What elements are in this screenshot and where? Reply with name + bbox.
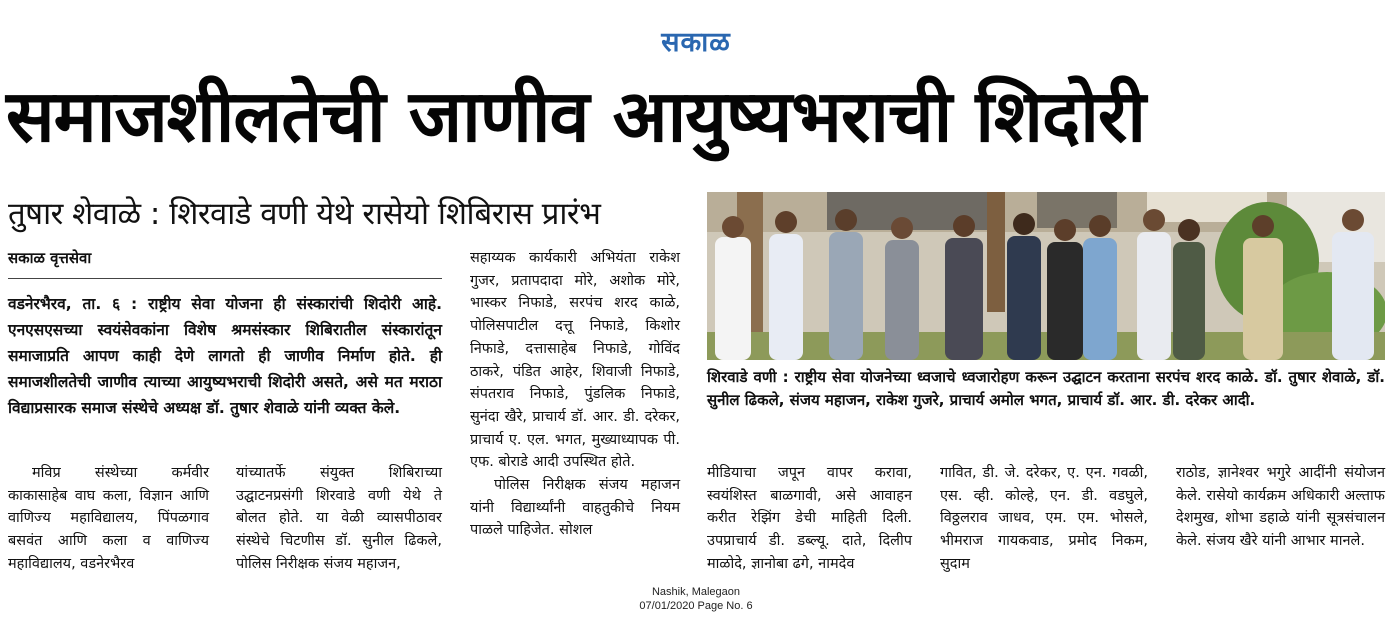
page-footer xyxy=(0,585,1392,613)
column-text: मीडियाचा जपून वापर करावा, स्वयंशिस्त बाळगावी, असे आवाहन करीत रेझिंग डेची माहिती दिली. उपप्राचार्य डी. डब्ल्यू. दाते, दिलीप माळोदे, ज्ञानोबा ढगे, नामदेव xyxy=(707,465,912,572)
article-column-3 xyxy=(470,247,680,542)
event-photo-illustration xyxy=(707,192,1385,360)
article-column-1 xyxy=(8,462,209,576)
column-text: पोलिस निरीक्षक संजय महाजन यांनी विद्यार्थ्यांनी वाहतुकीचे नियम पाळले पाहिजेत. सोशल xyxy=(470,477,680,539)
event-photo xyxy=(707,192,1385,360)
byline: सकाळ वृत्तसेवा xyxy=(8,249,92,267)
article-column-2 xyxy=(236,462,442,576)
lead-paragraph: वडनेरभैरव, ता. ६ : राष्ट्रीय सेवा योजना ही संस्कारांची शिदोरी आहे. एनएसएसच्या स्वयंसेवकांना विशेष श्रमसंस्कार शिबिरातील संस्कारांतून समाजाप्रति आपण काही देणे लागतो ही जाणीव निर्माण होते. ही समाजशीलतेची जाणीव त्याच्या आयुष्यभराची शिदोरी असते, असे मत मराठा विद्याप्रसारक समाज संस्थेचे अध्यक्ष डॉ. तुषार शेवाळे यांनी व्यक्त केले. xyxy=(8,295,442,417)
article-column-5 xyxy=(940,462,1148,576)
column-text: मविप्र संस्थेच्या कर्मवीर काकासाहेब वाघ कला, विज्ञान आणि वाणिज्य महाविद्यालय, पिंपळगाव बसवंत आणि कला व वाणिज्य महाविद्यालय, वडनेरभैरव xyxy=(8,465,209,572)
byline-divider xyxy=(8,278,442,279)
headline: समाजशीलतेची जाणीव आयुष्यभराची शिदोरी xyxy=(6,74,1145,158)
column-text: गावित, डी. जे. दरेकर, ए. एन. गवळी, एस. व्ही. कोल्हे, एन. डी. वडघुले, विठ्ठलराव जाधव, एम. एम. भोसले, भीमराज गायकवाड, प्रमोद निकम, सुदाम xyxy=(940,465,1148,572)
column-text: सहाय्यक कार्यकारी अभियंता राकेश गुजर, प्रतापदादा मोरे, अशोक मोरे, भास्कर निफाडे, सरपंच शरद काळे, पोलिसपाटील दत्तू निफाडे, किशोर निफाडे, दत्तासाहेब निफाडे, गोविंद ठाकरे, पंडित आहेर, शिवाजी निफाडे, संपतराव निफाडे, पुंडलिक निफाडे, सुनंदा खैरे, प्राचार्य डॉ. आर. डी. दरेकर, प्राचार्य ए. एल. भगत, मुख्याध्यापक पी. एफ. बोराडे आदी उपस्थित होते. xyxy=(470,250,680,471)
footer-edition: Nashik, Malegaon xyxy=(651,586,741,598)
subheadline: तुषार शेवाळे : शिरवाडे वणी येथे रासेयो शिबिरास प्रारंभ xyxy=(8,196,601,232)
newspaper-masthead: सकाळ xyxy=(661,27,731,58)
column-text: यांच्यातर्फे संयुक्त शिबिराच्या उद्घाटनप्रसंगी शिरवाडे वणी येथे ते बोलत होते. या वेळी व्यासपीठावर संस्थेचे चिटणीस डॉ. सुनील ढिकले, पोलिस निरीक्षक संजय महाजन, xyxy=(236,465,442,572)
article-column-4 xyxy=(707,462,912,576)
photo-caption: शिरवाडे वणी : राष्ट्रीय सेवा योजनेच्या ध्वजाचे ध्वजारोहण करून उद्घाटन करताना सरपंच शरद काळे. डॉ. तुषार शेवाळे, डॉ. सुनील ढिकले, संजय महाजन, राकेश गुजरे, प्राचार्य अमोल भगत, प्राचार्य डॉ. आर. डी. दरेकर आदी. xyxy=(707,368,1385,409)
article-column-6 xyxy=(1176,462,1385,553)
footer-date-page: 07/01/2020 Page No. 6 xyxy=(639,600,753,612)
column-text: राठोड, ज्ञानेश्वर भगुरे आदींनी संयोजन केले. रासेयो कार्यक्रम अधिकारी अल्ताफ देशमुख, शोभा डहाळे यांनी सूत्रसंचालन केले. संजय खैरे यांनी आभार मानले. xyxy=(1176,465,1385,550)
